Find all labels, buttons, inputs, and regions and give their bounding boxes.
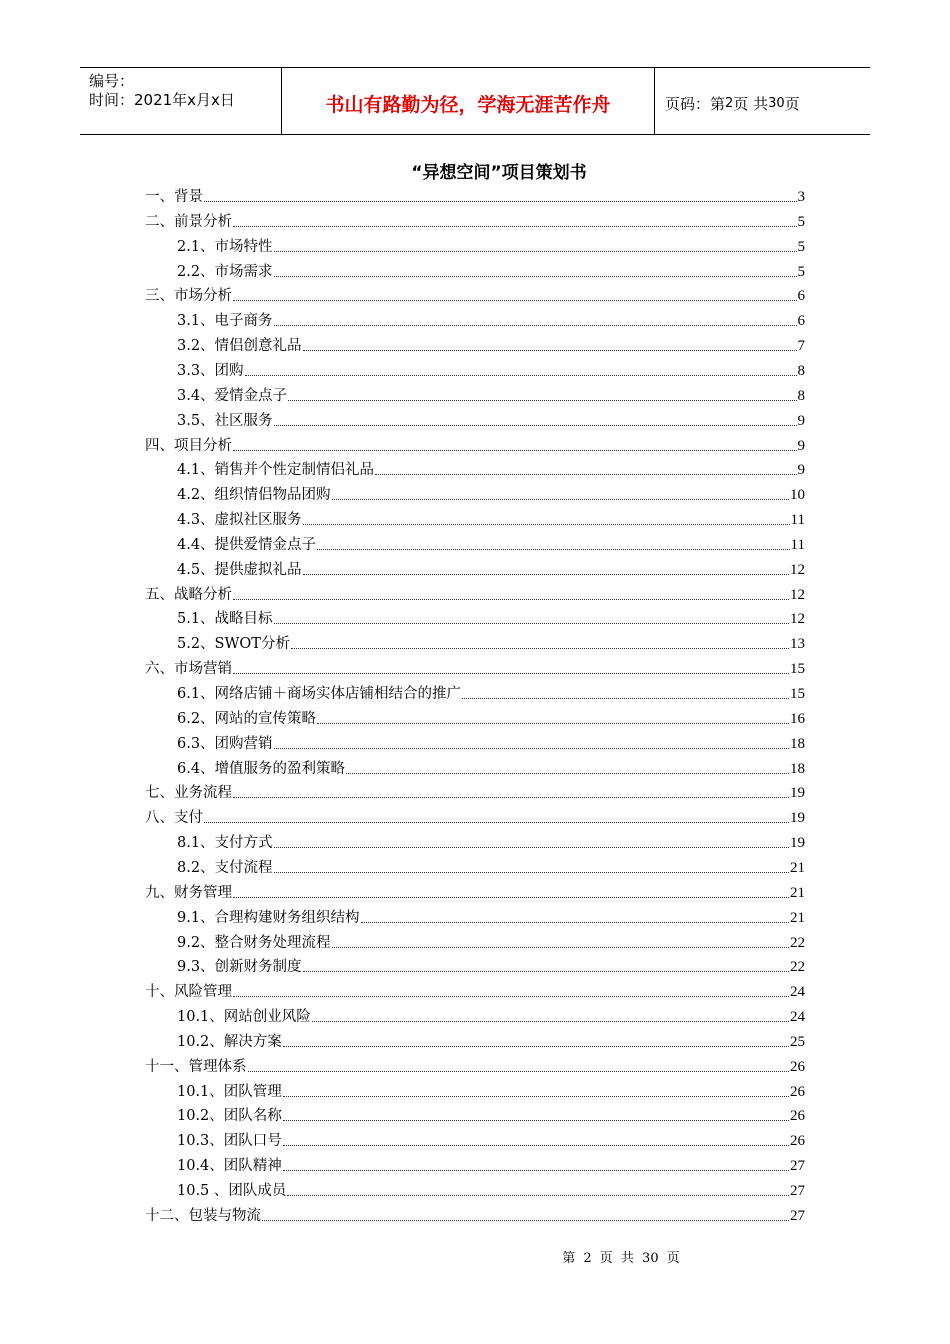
toc-entry[interactable]: [177, 333, 805, 355]
page-footer: 第 2 页 共 30 页: [562, 1251, 680, 1266]
header-meta: [80, 68, 282, 134]
toc-entry-page: 21: [790, 859, 805, 876]
toc-entry[interactable]: [177, 606, 805, 628]
toc-dot-leader: [312, 1020, 789, 1022]
toc-entry-page: 26: [790, 1133, 805, 1150]
toc-entry-page: 26: [790, 1058, 805, 1075]
serial-label: 编号：: [89, 72, 135, 90]
toc-entry-label: 9.2、整合财务处理流程: [177, 934, 331, 951]
toc-entry[interactable]: [177, 1128, 805, 1150]
toc-dot-leader: [262, 1219, 789, 1221]
toc-dot-leader: [274, 250, 797, 252]
toc-entry[interactable]: [145, 184, 805, 206]
document-title: “异想空间”项目策划书: [411, 163, 587, 183]
toc-dot-leader: [317, 548, 789, 550]
toc-entry-page: 12: [790, 611, 805, 628]
toc-dot-leader: [204, 821, 789, 823]
toc-entry-label: 九、财务管理: [145, 884, 232, 901]
toc-entry-page: 7: [797, 338, 805, 355]
toc-entry-page: 16: [790, 710, 805, 727]
toc-entry-label: 四、项目分析: [145, 437, 232, 454]
toc-entry[interactable]: [145, 1203, 805, 1225]
toc-entry-label: 5.1、战略目标: [177, 611, 273, 628]
toc-dot-leader: [274, 846, 789, 848]
toc-entry-page: 12: [790, 561, 805, 578]
page-number: 2: [725, 95, 734, 111]
toc-entry[interactable]: [177, 1029, 805, 1051]
toc-entry-label: 6.3、团购营销: [177, 735, 273, 752]
toc-dot-leader: [274, 424, 797, 426]
toc-entry-label: 2.2、市场需求: [177, 263, 273, 280]
toc-entry-page: 22: [790, 934, 805, 951]
toc-entry[interactable]: [145, 979, 805, 1001]
toc-entry-page: 11: [790, 536, 805, 553]
toc-dot-leader: [283, 1169, 789, 1171]
toc-dot-leader: [287, 1194, 789, 1196]
toc-entry[interactable]: [145, 656, 805, 678]
toc-entry-page: 15: [790, 686, 805, 702]
toc-entry-label: 2.1、市场特性: [177, 238, 273, 255]
page-mid: 页 共: [733, 94, 769, 113]
toc-entry[interactable]: [177, 631, 805, 653]
toc-entry-page: 26: [790, 1108, 805, 1125]
toc-dot-leader: [274, 622, 789, 624]
toc-entry[interactable]: [145, 805, 805, 827]
toc-entry-page: 21: [790, 909, 805, 926]
toc-entry-page: 3: [797, 189, 805, 205]
toc-entry-label: 10.5 、团队成员: [177, 1183, 287, 1199]
toc-dot-leader: [233, 995, 789, 997]
toc-entry-label: 10.2、解决方案: [177, 1033, 282, 1050]
toc-entry-page: 19: [790, 810, 805, 827]
toc-entry-label: 十二、包装与物流: [145, 1207, 261, 1224]
toc-entry-label: 6.4、增值服务的盈利策略: [177, 760, 346, 777]
toc-entry-label: 6.2、网站的宣传策略: [177, 710, 317, 727]
toc-entry[interactable]: [177, 1153, 805, 1175]
toc-dot-leader: [283, 1144, 789, 1146]
toc-entry-label: 七、业务流程: [145, 785, 232, 802]
toc-entry-page: 22: [790, 959, 805, 976]
toc-entry[interactable]: [145, 880, 805, 902]
toc-entry[interactable]: [177, 457, 805, 479]
toc-dot-leader: [283, 1119, 789, 1121]
toc-entry-label: 4.2、组织情侣物品团购: [177, 487, 331, 504]
toc-entry-label: 10.3、团队口号: [177, 1133, 282, 1150]
toc-entry-page: 24: [790, 984, 805, 1001]
toc-entry[interactable]: [177, 905, 805, 927]
toc-dot-leader: [303, 970, 789, 972]
toc-entry-label: 3.3、团购: [177, 362, 244, 379]
toc-dot-leader: [303, 523, 790, 525]
toc-entry-label: 3.5、社区服务: [177, 412, 273, 429]
toc-dot-leader: [233, 225, 797, 227]
toc-entry-label: 六、市场营销: [145, 661, 232, 678]
toc-dot-leader: [283, 1095, 789, 1097]
toc-dot-leader: [233, 299, 797, 301]
toc-entry[interactable]: [177, 482, 805, 504]
toc-entry-label: 9.1、合理构建财务组织结构: [177, 909, 360, 926]
toc-entry[interactable]: [145, 209, 805, 231]
toc-entry[interactable]: [145, 283, 805, 305]
toc-entry-label: 4.3、虚拟社区服务: [177, 512, 302, 529]
toc-dot-leader: [291, 647, 789, 649]
toc-dot-leader: [248, 1070, 790, 1072]
toc-entry-page: 8: [797, 387, 805, 404]
page-header: [80, 67, 870, 135]
toc-entry-page: 8: [797, 362, 805, 379]
toc-dot-leader: [274, 324, 797, 326]
toc-entry-page: 25: [790, 1033, 805, 1050]
toc-entry-page: 10: [790, 487, 805, 504]
header-motto: 书山有路勤为径，学海无涯苦作舟: [282, 68, 655, 134]
toc-dot-leader: [245, 374, 797, 376]
toc-dot-leader: [303, 349, 797, 351]
toc-entry[interactable]: [177, 756, 805, 778]
toc-entry[interactable]: [177, 507, 805, 529]
toc-dot-leader: [233, 598, 789, 600]
toc-entry-label: 9.3、创新财务制度: [177, 959, 302, 976]
toc-entry[interactable]: [177, 681, 805, 703]
toc-entry-page: 9: [797, 412, 805, 429]
toc-entry[interactable]: [177, 1103, 805, 1125]
toc-entry-label: 4.4、提供爱情金点子: [177, 536, 317, 553]
toc-entry-page: 13: [790, 636, 805, 653]
toc-dot-leader: [375, 473, 796, 475]
toc-entry-page: 21: [790, 884, 805, 901]
toc-entry[interactable]: [177, 1079, 805, 1101]
toc-entry-page: 27: [790, 1207, 805, 1224]
toc-entry-page: 27: [790, 1183, 805, 1199]
toc-entry-label: 10.1、网站创业风险: [177, 1009, 311, 1026]
toc-entry-label: 3.4、爱情金点子: [177, 387, 288, 404]
toc-entry-page: 12: [790, 586, 805, 603]
toc-entry-label: 一、背景: [145, 189, 203, 205]
toc-entry-page: 18: [790, 735, 805, 752]
toc-entry-label: 二、前景分析: [145, 213, 232, 230]
toc-entry-page: 11: [790, 512, 805, 529]
toc-entry-page: 19: [790, 785, 805, 802]
toc-entry-label: 十、风险管理: [145, 984, 232, 1001]
toc-entry-page: 27: [790, 1158, 805, 1175]
toc-entry-page: 5: [797, 238, 805, 255]
toc-entry[interactable]: [177, 308, 805, 330]
toc-dot-leader: [332, 946, 789, 948]
toc-dot-leader: [361, 921, 789, 923]
toc-dot-leader: [317, 722, 789, 724]
toc-entry-label: 三、市场分析: [145, 288, 232, 305]
toc-dot-leader: [283, 1045, 789, 1047]
toc-dot-leader: [332, 498, 789, 500]
time-label: 时间：2021年x月x日: [89, 91, 235, 109]
toc-entry[interactable]: [177, 954, 805, 976]
toc-entry-label: 4.5、提供虚拟礼品: [177, 561, 302, 578]
toc-entry[interactable]: [177, 1178, 805, 1200]
toc-entry-page: 5: [797, 263, 805, 280]
toc-entry-label: 3.2、情侣创意礼品: [177, 338, 302, 355]
toc-entry[interactable]: [145, 1054, 805, 1076]
toc-entry-page: 18: [790, 760, 805, 777]
toc-entry[interactable]: [177, 706, 805, 728]
toc-entry[interactable]: [145, 780, 805, 802]
toc-entry-label: 10.4、团队精神: [177, 1158, 282, 1175]
toc-entry[interactable]: [177, 358, 805, 380]
page-prefix: 页码：第: [665, 94, 726, 113]
toc-dot-leader: [233, 796, 789, 798]
toc-dot-leader: [204, 200, 797, 202]
toc-entry-label: 十一、管理体系: [145, 1058, 247, 1075]
toc-entry-page: 19: [790, 835, 805, 852]
toc-dot-leader: [303, 573, 789, 575]
toc-dot-leader: [346, 772, 789, 774]
toc-entry[interactable]: [177, 259, 805, 281]
header-page-info: [655, 68, 870, 134]
toc-dot-leader: [274, 275, 797, 277]
toc-entry[interactable]: [177, 408, 805, 430]
toc-entry-page: 26: [790, 1083, 805, 1100]
toc-dot-leader: [233, 672, 789, 674]
toc-entry[interactable]: [177, 557, 805, 579]
toc-entry-page: 9: [797, 462, 805, 479]
toc-entry-label: 3.1、电子商务: [177, 313, 273, 330]
toc-entry-label: 八、支付: [145, 810, 203, 827]
page-suffix: 页: [784, 94, 800, 113]
toc-entry[interactable]: [177, 731, 805, 753]
toc-entry-label: 5.2、SWOT分析: [177, 636, 290, 653]
toc-entry[interactable]: [177, 383, 805, 405]
toc-entry[interactable]: [145, 582, 805, 604]
toc-dot-leader: [233, 896, 789, 898]
toc-entry-label: 五、战略分析: [145, 586, 232, 603]
toc-entry-label: 4.1、销售并个性定制情侣礼品: [177, 462, 375, 479]
toc-entry-label: 8.1、支付方式: [177, 835, 273, 852]
toc-entry-label: 10.2、团队名称: [177, 1108, 282, 1125]
toc-entry[interactable]: [177, 234, 805, 256]
toc-entry-label: 6.1、网络店铺＋商场实体店铺相结合的推广: [177, 686, 462, 702]
toc-entry-label: 10.1、团队管理: [177, 1083, 282, 1100]
toc-entry-page: 15: [790, 661, 805, 678]
toc-entry[interactable]: [177, 930, 805, 952]
toc-entry-page: 6: [797, 288, 805, 305]
toc-entry[interactable]: [177, 830, 805, 852]
toc-entry[interactable]: [177, 1004, 805, 1026]
toc-entry-page: 24: [790, 1009, 805, 1026]
toc-entry-page: 6: [797, 313, 805, 330]
toc-entry[interactable]: [177, 855, 805, 877]
toc-entry-label: 8.2、支付流程: [177, 859, 273, 876]
toc-entry-page: 5: [797, 213, 805, 230]
toc-dot-leader: [233, 449, 797, 451]
toc-dot-leader: [288, 399, 796, 401]
toc-dot-leader: [274, 871, 789, 873]
toc-entry-page: 9: [797, 437, 805, 454]
page-total: 30: [768, 95, 785, 111]
toc-dot-leader: [462, 697, 789, 699]
toc-dot-leader: [274, 747, 789, 749]
toc-entry[interactable]: [177, 532, 805, 554]
toc-entry[interactable]: [145, 433, 805, 455]
